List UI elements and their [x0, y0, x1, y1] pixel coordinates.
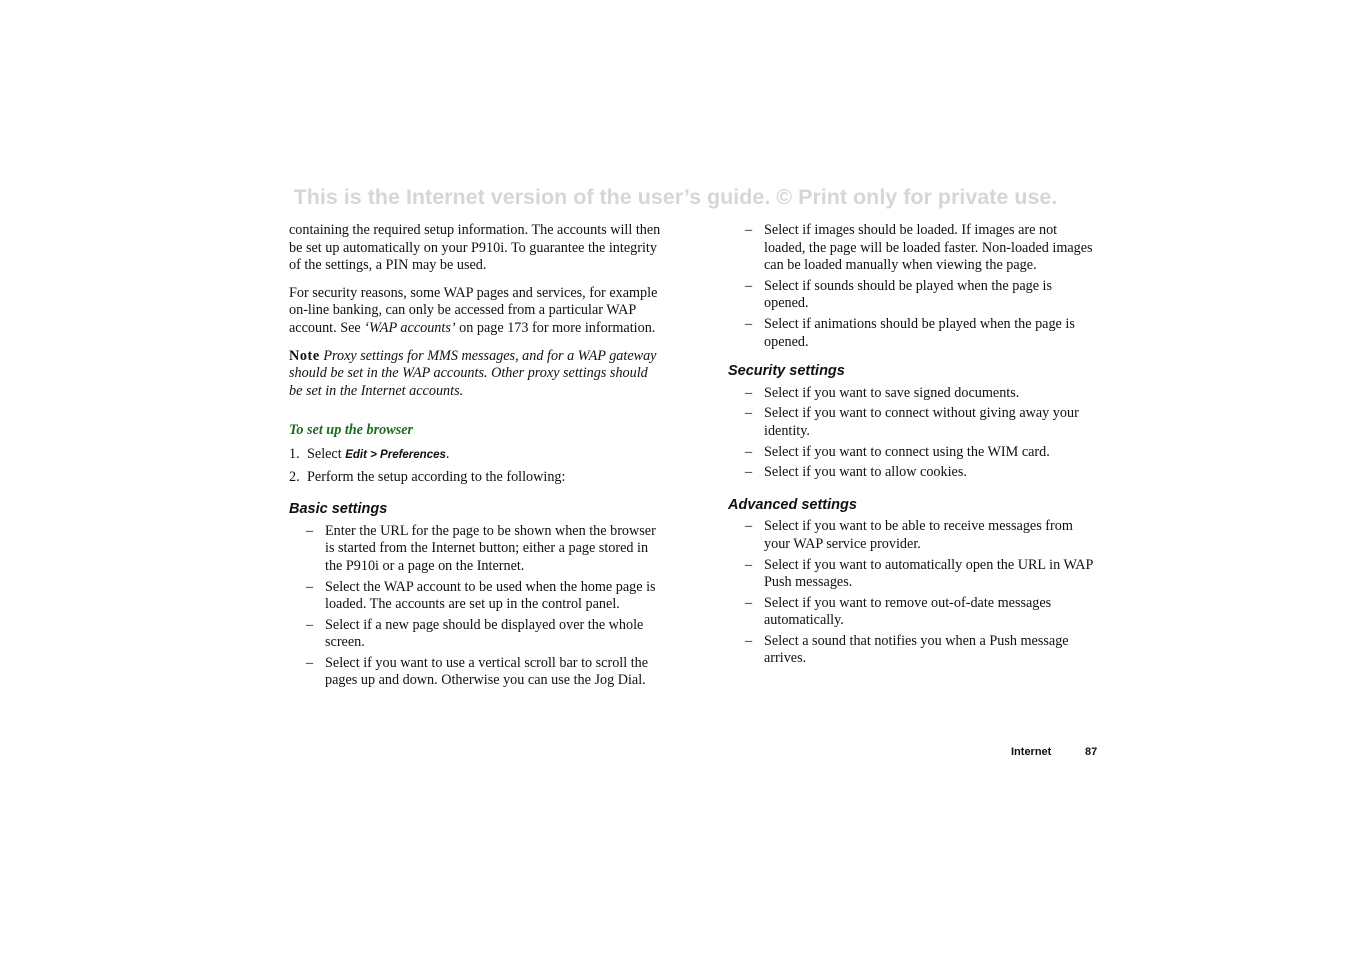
note	[289, 348, 661, 401]
note-label: Note	[289, 347, 320, 364]
menu-path: Edit > Preferences	[345, 448, 446, 461]
basic-settings-list	[289, 523, 661, 690]
list-item: – Select if sounds should be played when the page is opened.	[745, 277, 1053, 312]
security-settings-list	[728, 385, 1100, 482]
list-item: – Select if you want to be able to receive messages from your WAP service provider.	[745, 518, 1073, 552]
list-item: – Select if you want to save signed documents.	[745, 384, 1020, 401]
step-item: 2. Perform the setup according to the following:	[289, 468, 566, 485]
security-paragraph: For security reasons, some WAP pages and services, for example on-line banking, can only be accessed from a particular WAP account. See ‘WAP accounts’ on page 173 for more information.	[289, 284, 658, 336]
list-item: – Select if you want to allow cookies.	[745, 464, 967, 481]
basic-settings-list-continued	[728, 222, 1100, 351]
basic-settings-heading: Basic settings	[289, 501, 388, 518]
list-item: – Select if you want to connect without giving away your identity.	[745, 405, 1079, 439]
list-item: – Select if a new page should be displayed over the whole screen.	[306, 616, 644, 651]
intro-paragraph: containing the required setup information. The accounts will then be set up automatically on your P910i. To guarantee the integrity of the settings, a PIN may be used.	[289, 222, 661, 274]
advanced-settings-heading: Advanced settings	[728, 496, 857, 513]
list-item: – Select if images should be loaded. If images are not loaded, the page will be loaded faster. Non-loaded images can be loaded manually when viewing the page.	[745, 222, 1093, 274]
list-item: – Select the WAP account to be used when the home page is loaded. The accounts are set up in the control panel.	[306, 578, 656, 613]
step-item: 1. Select Edit > Preferences.	[289, 445, 450, 462]
left-column	[289, 222, 661, 696]
procedure-steps	[289, 446, 661, 486]
procedure-title: To set up the browser	[289, 422, 414, 439]
list-item: – Enter the URL for the page to be shown when the browser is started from the Internet button; either a page stored in the P910i or a page on the Internet.	[306, 522, 656, 574]
list-item: – Select if you want to use a vertical scroll bar to scroll the pages up and down. Otherwise you can use the Jog Dial.	[306, 654, 649, 689]
advanced-settings-list	[728, 518, 1100, 668]
right-column	[728, 222, 1100, 674]
list-item: – Select a sound that notifies you when a Push message arrives.	[745, 632, 1069, 667]
page-number: 87	[1085, 746, 1098, 758]
cross-reference-wap-accounts: ‘WAP accounts’	[364, 319, 456, 336]
security-settings-heading: Security settings	[728, 363, 845, 380]
list-item: – Select if you want to automatically open the URL in WAP Push messages.	[745, 556, 1093, 591]
list-item: – Select if animations should be played when the page is opened.	[745, 315, 1075, 350]
list-item: – Select if you want to remove out-of-date messages automatically.	[745, 594, 1052, 629]
footer-section-name: Internet	[1011, 746, 1052, 758]
note-text: Proxy settings for MMS messages, and for a WAP gateway should be set in the WAP accounts. Other proxy settings should be set in the Internet accounts.	[289, 347, 657, 399]
list-item: – Select if you want to connect using the WIM card.	[745, 443, 1050, 460]
watermark: This is the Internet version of the user’s guide. © Print only for private use.	[293, 185, 1058, 209]
